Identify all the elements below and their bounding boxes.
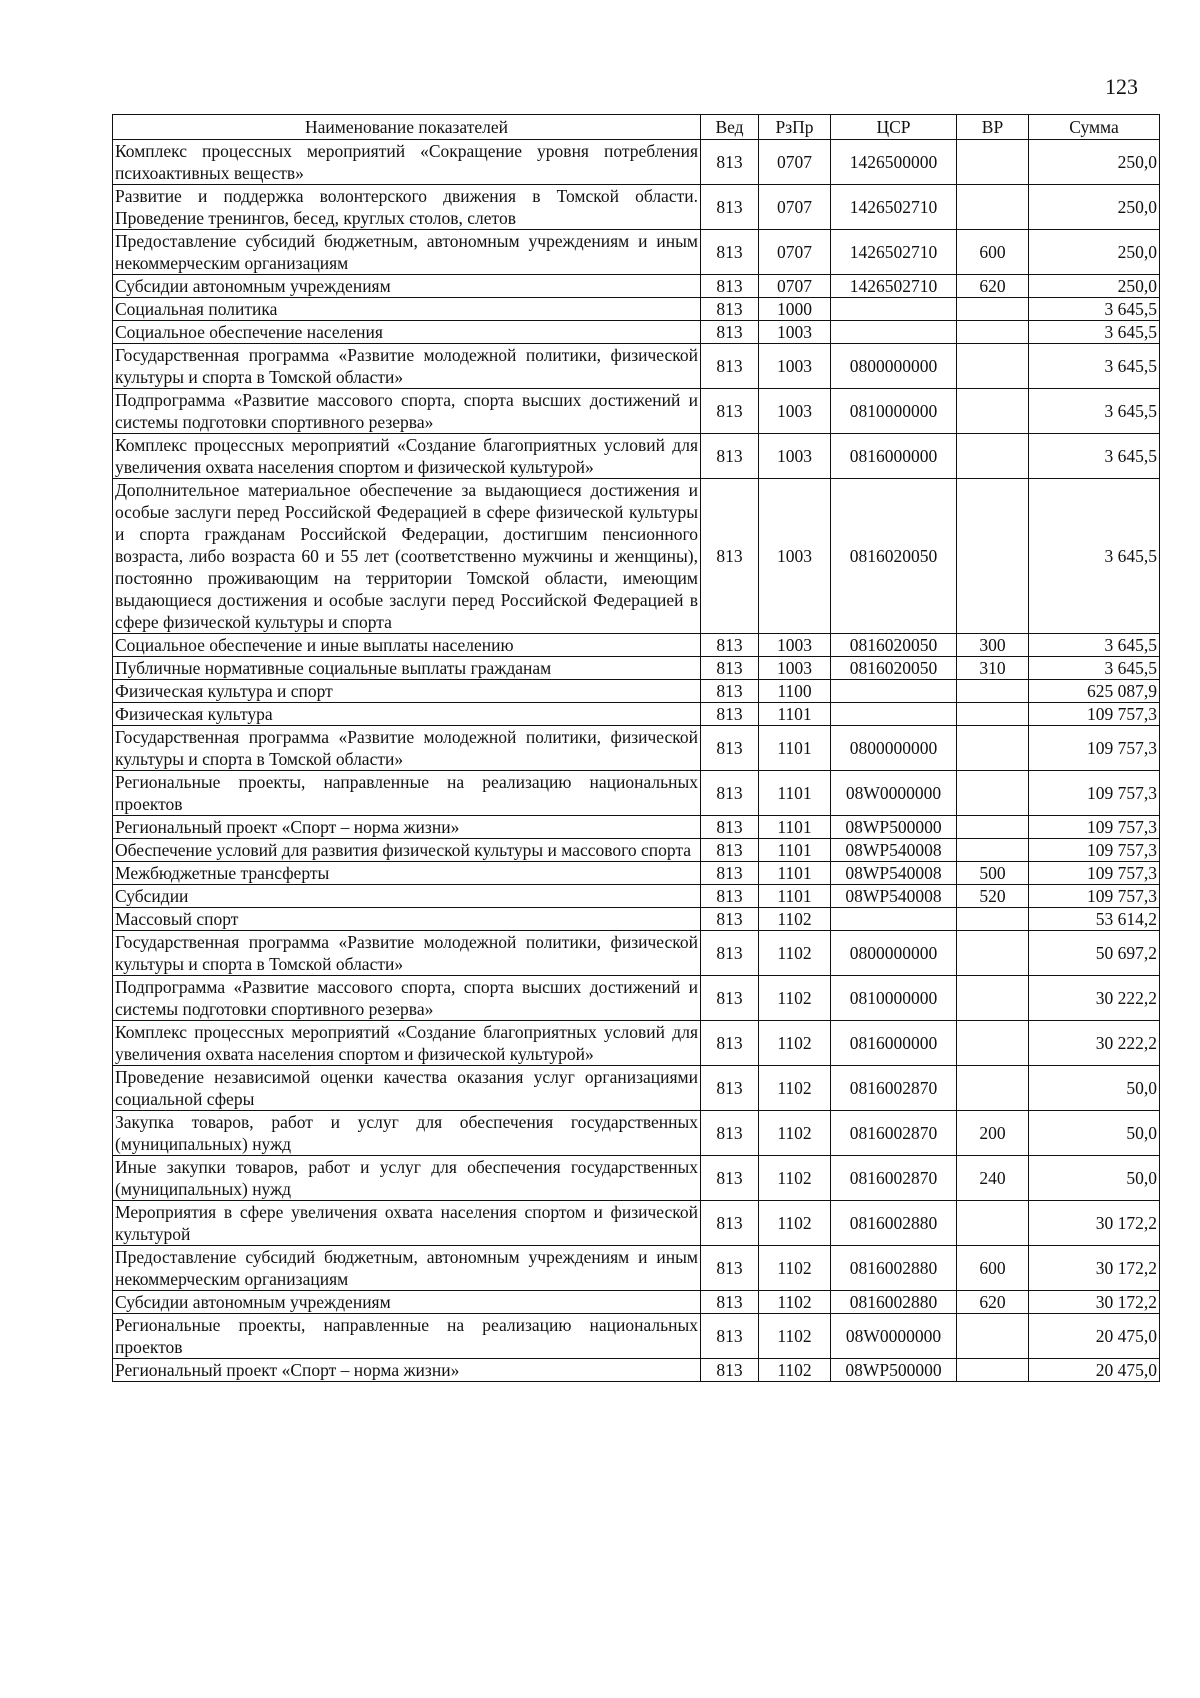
cell-sum: 3 645,5 <box>1029 344 1160 389</box>
cell-name: Региональные проекты, направленные на реализацию национальных проектов <box>113 771 701 816</box>
cell-name: Государственная программа «Развитие молодежной политики, физической культуры и спорта в Томской области» <box>113 931 701 976</box>
cell-csr: 0816002870 <box>831 1066 957 1111</box>
cell-ved: 813 <box>701 275 759 298</box>
table-row <box>113 885 1160 908</box>
table-row <box>113 479 1160 634</box>
cell-vr <box>957 726 1029 771</box>
cell-rzpr: 1101 <box>759 703 831 726</box>
cell-name: Комплекс процессных мероприятий «Создание благоприятных условий для увеличения охвата населения спортом и физической культурой» <box>113 434 701 479</box>
cell-rzpr: 1101 <box>759 862 831 885</box>
cell-csr: 1426502710 <box>831 230 957 275</box>
cell-csr: 08WP500000 <box>831 816 957 839</box>
table-row <box>113 1156 1160 1201</box>
cell-vr <box>957 931 1029 976</box>
table-row <box>113 1246 1160 1291</box>
table-row <box>113 344 1160 389</box>
cell-ved: 813 <box>701 230 759 275</box>
cell-rzpr: 1102 <box>759 908 831 931</box>
cell-rzpr: 0707 <box>759 140 831 185</box>
table-row <box>113 140 1160 185</box>
header-vr: ВР <box>957 115 1029 140</box>
cell-name: Предоставление субсидий бюджетным, автономным учреждениям и иным некоммерческим организациям <box>113 230 701 275</box>
cell-csr: 1426502710 <box>831 275 957 298</box>
cell-sum: 50,0 <box>1029 1156 1160 1201</box>
table-row <box>113 1291 1160 1314</box>
cell-name: Физическая культура и спорт <box>113 680 701 703</box>
cell-name: Субсидии автономным учреждениям <box>113 275 701 298</box>
cell-vr <box>957 839 1029 862</box>
cell-csr: 08WP500000 <box>831 1359 957 1382</box>
cell-rzpr: 1102 <box>759 1066 831 1111</box>
cell-name: Государственная программа «Развитие молодежной политики, физической культуры и спорта в Томской области» <box>113 726 701 771</box>
cell-vr <box>957 185 1029 230</box>
cell-ved: 813 <box>701 885 759 908</box>
table-row <box>113 321 1160 344</box>
cell-vr <box>957 140 1029 185</box>
cell-vr <box>957 703 1029 726</box>
cell-csr: 0800000000 <box>831 726 957 771</box>
cell-vr <box>957 1314 1029 1359</box>
cell-csr: 08WP540008 <box>831 839 957 862</box>
cell-vr: 600 <box>957 230 1029 275</box>
cell-sum: 30 172,2 <box>1029 1201 1160 1246</box>
cell-csr: 0816002870 <box>831 1111 957 1156</box>
cell-rzpr: 1102 <box>759 1291 831 1314</box>
cell-sum: 625 087,9 <box>1029 680 1160 703</box>
cell-sum: 109 757,3 <box>1029 862 1160 885</box>
cell-ved: 813 <box>701 1314 759 1359</box>
cell-rzpr: 1102 <box>759 1111 831 1156</box>
page-number: 123 <box>1105 74 1138 99</box>
cell-sum: 3 645,5 <box>1029 479 1160 634</box>
cell-rzpr: 1101 <box>759 839 831 862</box>
cell-name: Предоставление субсидий бюджетным, автономным учреждениям и иным некоммерческим организациям <box>113 1246 701 1291</box>
cell-name: Комплекс процессных мероприятий «Сокращение уровня потребления психоактивных веществ» <box>113 140 701 185</box>
cell-ved: 813 <box>701 1291 759 1314</box>
cell-vr: 500 <box>957 862 1029 885</box>
table-row <box>113 816 1160 839</box>
cell-sum: 3 645,5 <box>1029 321 1160 344</box>
table-row <box>113 1021 1160 1066</box>
table-row <box>113 275 1160 298</box>
cell-vr: 620 <box>957 275 1029 298</box>
cell-csr <box>831 680 957 703</box>
cell-csr: 0816002870 <box>831 1156 957 1201</box>
cell-ved: 813 <box>701 1021 759 1066</box>
cell-csr: 0816020050 <box>831 657 957 680</box>
cell-sum: 3 645,5 <box>1029 389 1160 434</box>
cell-csr: 0816000000 <box>831 434 957 479</box>
cell-sum: 3 645,5 <box>1029 434 1160 479</box>
cell-csr: 0816002880 <box>831 1201 957 1246</box>
table-row <box>113 1111 1160 1156</box>
cell-name: Социальная политика <box>113 298 701 321</box>
table-row <box>113 931 1160 976</box>
header-sum: Сумма <box>1029 115 1160 140</box>
cell-rzpr: 1003 <box>759 657 831 680</box>
cell-vr <box>957 434 1029 479</box>
cell-rzpr: 1003 <box>759 344 831 389</box>
table-row <box>113 389 1160 434</box>
cell-name: Региональный проект «Спорт – норма жизни» <box>113 816 701 839</box>
cell-csr <box>831 908 957 931</box>
cell-name: Публичные нормативные социальные выплаты гражданам <box>113 657 701 680</box>
table-row <box>113 976 1160 1021</box>
cell-name: Региональные проекты, направленные на реализацию национальных проектов <box>113 1314 701 1359</box>
cell-rzpr: 1102 <box>759 1246 831 1291</box>
table-row <box>113 908 1160 931</box>
cell-csr: 0816002880 <box>831 1291 957 1314</box>
cell-rzpr: 1003 <box>759 434 831 479</box>
table-row <box>113 657 1160 680</box>
table-row <box>113 1201 1160 1246</box>
cell-ved: 813 <box>701 634 759 657</box>
cell-sum: 109 757,3 <box>1029 771 1160 816</box>
cell-sum: 30 172,2 <box>1029 1291 1160 1314</box>
cell-name: Развитие и поддержка волонтерского движения в Томской области. Проведение тренингов, бесед, круглых столов, слетов <box>113 185 701 230</box>
cell-ved: 813 <box>701 862 759 885</box>
cell-sum: 109 757,3 <box>1029 885 1160 908</box>
cell-name: Закупка товаров, работ и услуг для обеспечения государственных (муниципальных) нужд <box>113 1111 701 1156</box>
cell-name: Иные закупки товаров, работ и услуг для обеспечения государственных (муниципальных) нужд <box>113 1156 701 1201</box>
cell-sum: 250,0 <box>1029 275 1160 298</box>
cell-csr: 0816002880 <box>831 1246 957 1291</box>
budget-table <box>112 114 1160 1382</box>
cell-csr: 0800000000 <box>831 344 957 389</box>
cell-ved: 813 <box>701 298 759 321</box>
table-row <box>113 1314 1160 1359</box>
cell-name: Проведение независимой оценки качества оказания услуг организациями социальной сферы <box>113 1066 701 1111</box>
cell-ved: 813 <box>701 479 759 634</box>
cell-ved: 813 <box>701 185 759 230</box>
cell-rzpr: 1102 <box>759 931 831 976</box>
cell-vr <box>957 389 1029 434</box>
table-row <box>113 680 1160 703</box>
cell-sum: 3 645,5 <box>1029 298 1160 321</box>
cell-ved: 813 <box>701 389 759 434</box>
cell-csr <box>831 703 957 726</box>
cell-sum: 20 475,0 <box>1029 1314 1160 1359</box>
cell-rzpr: 0707 <box>759 185 831 230</box>
cell-ved: 813 <box>701 1246 759 1291</box>
cell-sum: 20 475,0 <box>1029 1359 1160 1382</box>
cell-rzpr: 1102 <box>759 1156 831 1201</box>
cell-sum: 50 697,2 <box>1029 931 1160 976</box>
cell-csr: 08W0000000 <box>831 1314 957 1359</box>
cell-ved: 813 <box>701 321 759 344</box>
cell-vr: 300 <box>957 634 1029 657</box>
cell-rzpr: 1101 <box>759 726 831 771</box>
cell-vr: 200 <box>957 1111 1029 1156</box>
cell-ved: 813 <box>701 1201 759 1246</box>
cell-ved: 813 <box>701 703 759 726</box>
table-row <box>113 862 1160 885</box>
header-ved: Вед <box>701 115 759 140</box>
cell-rzpr: 1102 <box>759 1201 831 1246</box>
header-name: Наименование показателей <box>113 115 701 140</box>
cell-vr: 620 <box>957 1291 1029 1314</box>
cell-sum: 50,0 <box>1029 1066 1160 1111</box>
cell-name: Межбюджетные трансферты <box>113 862 701 885</box>
cell-name: Дополнительное материальное обеспечение за выдающиеся достижения и особые заслуги перед Российской Федерацией в сфере физической культуры и спорта гражданам Российской Федерации, достигшим пенсионного возраста, либо возраста 60 и 55 лет (соответственно мужчины и женщины), постоянно проживающим на территории Томской области, имеющим выдающиеся достижения и особые заслуги перед Российской Федерацией в сфере физической культуры и спорта <box>113 479 701 634</box>
cell-name: Физическая культура <box>113 703 701 726</box>
table-row <box>113 298 1160 321</box>
cell-rzpr: 0707 <box>759 230 831 275</box>
table-header-row <box>113 115 1160 140</box>
cell-vr <box>957 771 1029 816</box>
table-row <box>113 771 1160 816</box>
cell-ved: 813 <box>701 1359 759 1382</box>
cell-sum: 30 172,2 <box>1029 1246 1160 1291</box>
cell-name: Мероприятия в сфере увеличения охвата населения спортом и физической культурой <box>113 1201 701 1246</box>
cell-vr <box>957 479 1029 634</box>
cell-csr: 0816000000 <box>831 1021 957 1066</box>
cell-ved: 813 <box>701 908 759 931</box>
table-row <box>113 434 1160 479</box>
cell-ved: 813 <box>701 1111 759 1156</box>
cell-sum: 250,0 <box>1029 185 1160 230</box>
cell-ved: 813 <box>701 434 759 479</box>
table-row <box>113 185 1160 230</box>
cell-sum: 250,0 <box>1029 230 1160 275</box>
cell-vr: 240 <box>957 1156 1029 1201</box>
cell-sum: 109 757,3 <box>1029 726 1160 771</box>
table-row <box>113 634 1160 657</box>
cell-rzpr: 1000 <box>759 298 831 321</box>
table-row <box>113 1066 1160 1111</box>
cell-csr: 0816020050 <box>831 634 957 657</box>
table-row <box>113 726 1160 771</box>
cell-rzpr: 1101 <box>759 885 831 908</box>
cell-csr: 0810000000 <box>831 976 957 1021</box>
cell-ved: 813 <box>701 140 759 185</box>
cell-csr: 1426502710 <box>831 185 957 230</box>
cell-csr: 0800000000 <box>831 931 957 976</box>
cell-vr <box>957 1021 1029 1066</box>
cell-sum: 30 222,2 <box>1029 976 1160 1021</box>
cell-sum: 3 645,5 <box>1029 634 1160 657</box>
cell-name: Субсидии <box>113 885 701 908</box>
cell-sum: 3 645,5 <box>1029 657 1160 680</box>
cell-csr: 08W0000000 <box>831 771 957 816</box>
cell-name: Государственная программа «Развитие молодежной политики, физической культуры и спорта в Томской области» <box>113 344 701 389</box>
cell-name: Субсидии автономным учреждениям <box>113 1291 701 1314</box>
cell-name: Подпрограмма «Развитие массового спорта, спорта высших достижений и системы подготовки спортивного резерва» <box>113 976 701 1021</box>
cell-ved: 813 <box>701 976 759 1021</box>
cell-sum: 109 757,3 <box>1029 839 1160 862</box>
table-row <box>113 230 1160 275</box>
cell-vr: 600 <box>957 1246 1029 1291</box>
cell-vr <box>957 1359 1029 1382</box>
cell-vr: 520 <box>957 885 1029 908</box>
cell-ved: 813 <box>701 931 759 976</box>
table-row <box>113 1359 1160 1382</box>
cell-csr: 0816020050 <box>831 479 957 634</box>
cell-rzpr: 1102 <box>759 1359 831 1382</box>
cell-vr <box>957 298 1029 321</box>
cell-rzpr: 1003 <box>759 479 831 634</box>
cell-name: Региональный проект «Спорт – норма жизни» <box>113 1359 701 1382</box>
cell-ved: 813 <box>701 344 759 389</box>
header-rzpr: РзПр <box>759 115 831 140</box>
cell-rzpr: 1101 <box>759 771 831 816</box>
cell-rzpr: 1102 <box>759 1314 831 1359</box>
cell-vr <box>957 976 1029 1021</box>
cell-rzpr: 1003 <box>759 321 831 344</box>
cell-ved: 813 <box>701 771 759 816</box>
cell-sum: 109 757,3 <box>1029 703 1160 726</box>
cell-rzpr: 1003 <box>759 389 831 434</box>
cell-name: Комплекс процессных мероприятий «Создание благоприятных условий для увеличения охвата населения спортом и физической культурой» <box>113 1021 701 1066</box>
table-row <box>113 839 1160 862</box>
cell-sum: 109 757,3 <box>1029 816 1160 839</box>
table-row <box>113 703 1160 726</box>
cell-ved: 813 <box>701 657 759 680</box>
cell-vr <box>957 1201 1029 1246</box>
cell-csr: 08WP540008 <box>831 862 957 885</box>
cell-vr <box>957 321 1029 344</box>
cell-vr <box>957 680 1029 703</box>
cell-rzpr: 1003 <box>759 634 831 657</box>
cell-name: Социальное обеспечение населения <box>113 321 701 344</box>
cell-name: Подпрограмма «Развитие массового спорта, спорта высших достижений и системы подготовки спортивного резерва» <box>113 389 701 434</box>
cell-rzpr: 1100 <box>759 680 831 703</box>
cell-ved: 813 <box>701 816 759 839</box>
cell-name: Массовый спорт <box>113 908 701 931</box>
cell-csr: 08WP540008 <box>831 885 957 908</box>
cell-ved: 813 <box>701 680 759 703</box>
cell-name: Обеспечение условий для развития физической культуры и массового спорта <box>113 839 701 862</box>
cell-ved: 813 <box>701 726 759 771</box>
cell-sum: 50,0 <box>1029 1111 1160 1156</box>
cell-rzpr: 0707 <box>759 275 831 298</box>
cell-csr: 0810000000 <box>831 389 957 434</box>
cell-rzpr: 1102 <box>759 976 831 1021</box>
cell-rzpr: 1102 <box>759 1021 831 1066</box>
cell-csr <box>831 321 957 344</box>
cell-sum: 53 614,2 <box>1029 908 1160 931</box>
cell-ved: 813 <box>701 839 759 862</box>
cell-sum: 30 222,2 <box>1029 1021 1160 1066</box>
cell-vr <box>957 908 1029 931</box>
header-csr: ЦСР <box>831 115 957 140</box>
cell-sum: 250,0 <box>1029 140 1160 185</box>
cell-ved: 813 <box>701 1156 759 1201</box>
cell-name: Социальное обеспечение и иные выплаты населению <box>113 634 701 657</box>
cell-vr <box>957 816 1029 839</box>
cell-vr <box>957 344 1029 389</box>
cell-ved: 813 <box>701 1066 759 1111</box>
cell-csr <box>831 298 957 321</box>
cell-vr: 310 <box>957 657 1029 680</box>
cell-rzpr: 1101 <box>759 816 831 839</box>
cell-vr <box>957 1066 1029 1111</box>
cell-csr: 1426500000 <box>831 140 957 185</box>
